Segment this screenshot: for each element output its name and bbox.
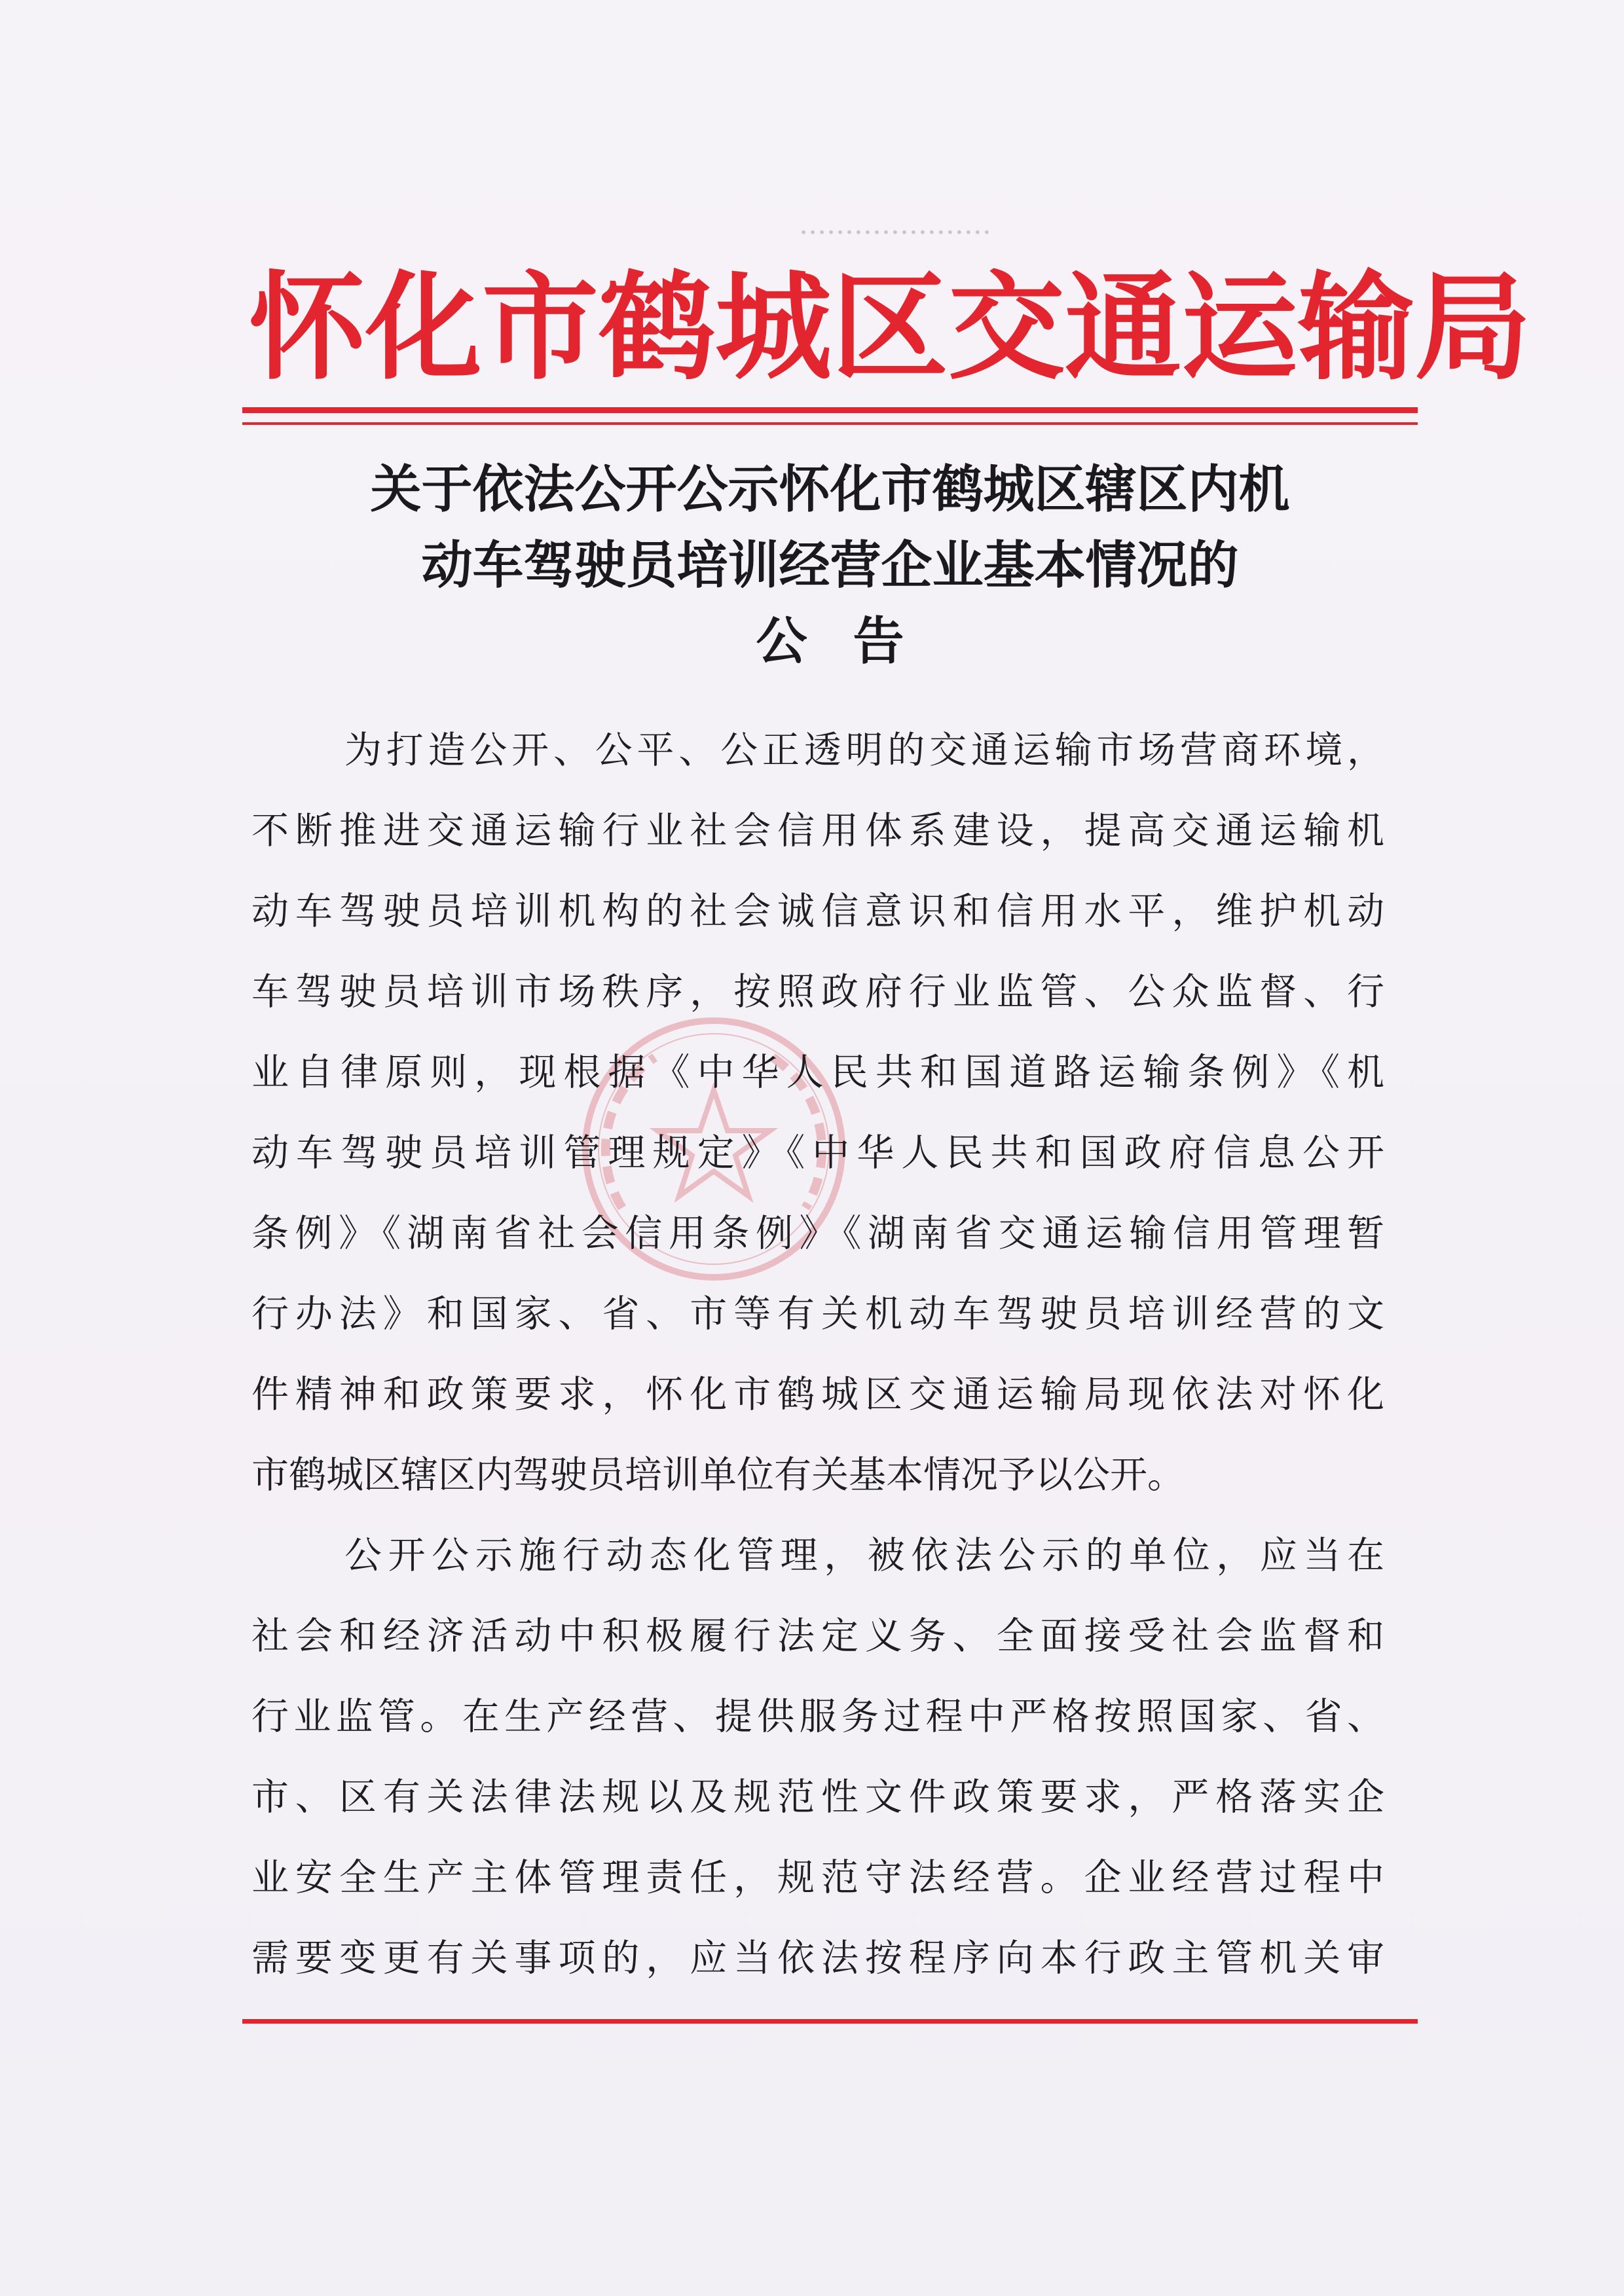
letterhead-divider-thin [242, 422, 1418, 425]
body-line: 动车驾驶员培训管理规定》《中华人民共和国政府信息公开 [251, 1131, 1384, 1175]
body-line: 不断推进交通运输行业社会信用体系建设，提高交通运输机 [251, 809, 1384, 852]
notice-title-line-3: 公告 [756, 612, 950, 671]
body-line: 需要变更有关事项的，应当依法按程序向本行政主管机关审 [251, 1937, 1384, 1980]
letterhead-divider-thick [242, 407, 1418, 413]
show-through-text: ····················· [799, 216, 991, 249]
body-line: 业自律原则，现根据《中华人民共和国道路运输条例》《机 [251, 1051, 1384, 1094]
body-line: 动车驾驶员培训机构的社会诚信意识和信用水平，维护机动 [251, 890, 1384, 933]
body-line: 社会和经济活动中积极履行法定义务、全面接受社会监督和 [251, 1614, 1384, 1658]
notice-title-line-1: 关于依法公开公示怀化市鹤城区辖区内机 [370, 460, 1290, 519]
body-line: 件精神和政策要求，怀化市鹤城区交通运输局现依法对怀化 [251, 1373, 1384, 1416]
body-line: 公开公示施行动态化管理，被依法公示的单位，应当在 [344, 1534, 1384, 1577]
body-line: 市鹤城区辖区内驾驶员培训单位有关基本情况予以公开。 [251, 1453, 1185, 1497]
body-line: 为打造公开、公平、公正透明的交通运输市场营商环境， [344, 729, 1384, 772]
body-line: 业安全生产主体管理责任，规范守法经营。企业经营过程中 [251, 1856, 1384, 1899]
body-line: 车驾驶员培训市场秩序，按照政府行业监管、公众监督、行 [251, 970, 1384, 1013]
body-line: 市、区有关法律法规以及规范性文件政策要求，严格落实企 [251, 1776, 1384, 1819]
body-line: 条例》《湖南省社会信用条例》《湖南省交通运输信用管理暂 [251, 1212, 1384, 1255]
notice-body [251, 710, 1384, 1999]
notice-title-line-2: 动车驾驶员培训经营企业基本情况的 [421, 536, 1239, 595]
body-line: 行业监管。在生产经营、提供服务过程中严格按照国家、省、 [251, 1695, 1384, 1738]
letterhead-agency-name: 怀化市鹤城区交通运输局 [249, 259, 1531, 395]
body-line: 行办法》和国家、省、市等有关机动车驾驶员培训经营的文 [251, 1292, 1384, 1336]
footer-divider [242, 2019, 1418, 2024]
notice-title [242, 452, 1418, 680]
